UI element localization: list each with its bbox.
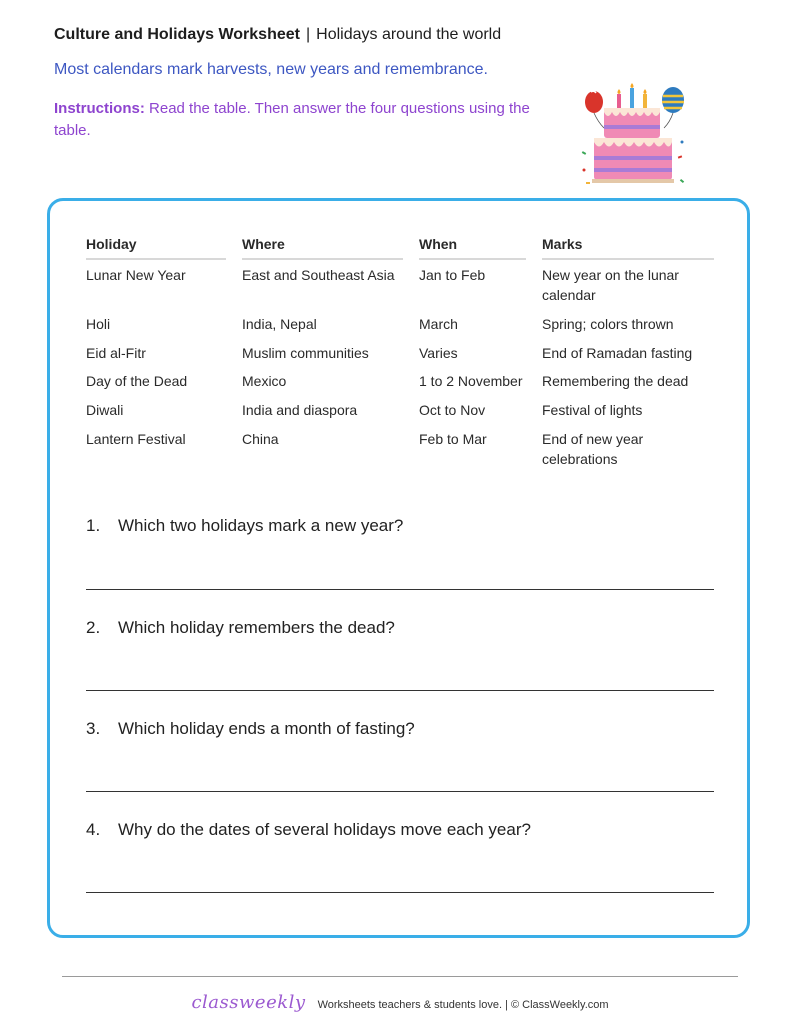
column-header-holiday: Holiday	[86, 236, 226, 260]
table-row	[86, 400, 714, 420]
table-cell: End of new year celebrations	[542, 431, 644, 467]
worksheet-header	[54, 26, 501, 44]
table-cell: East and Southeast Asia	[242, 267, 395, 283]
question-2	[86, 618, 395, 638]
table-cell: March	[419, 316, 458, 332]
table-row	[86, 314, 714, 334]
table-cell: Muslim communities	[242, 345, 369, 361]
table-cell: Diwali	[86, 402, 124, 418]
question-3	[86, 719, 415, 739]
question-text: Which two holidays mark a new year?	[118, 516, 404, 535]
table-cell: Day of the Dead	[86, 373, 188, 389]
table-cell: Jan to Feb	[419, 267, 486, 283]
footer-tagline: Worksheets teachers & students love. | © ClassWeekly.com	[317, 999, 609, 1011]
table-cell: India and diaspora	[242, 402, 358, 418]
classweekly-logo: classweekly	[191, 992, 306, 1013]
question-number: 3.	[86, 719, 101, 738]
question-number: 4.	[86, 820, 101, 839]
table-cell: Oct to Nov	[419, 402, 486, 418]
question-4	[86, 820, 531, 840]
footer-divider	[62, 976, 738, 977]
column-header-marks: Marks	[542, 236, 714, 260]
table-row	[86, 265, 714, 305]
holidays-table	[86, 236, 714, 469]
table-cell: Feb to Mar	[419, 431, 487, 447]
question-number: 2.	[86, 618, 101, 637]
table-cell: 1 to 2 November	[419, 373, 523, 389]
birthday-cake-with-balloons-icon	[578, 82, 690, 194]
table-cell: New year on the lunar calendar	[542, 267, 679, 303]
table-row	[86, 429, 714, 469]
table-cell: Varies	[419, 345, 458, 361]
column-header-where: Where	[242, 236, 403, 260]
question-text: Which holiday ends a month of fasting?	[118, 719, 415, 738]
table-cell: China	[242, 431, 279, 447]
answer-line-2[interactable]	[86, 690, 714, 691]
header-separator: |	[305, 26, 311, 43]
question-number: 1.	[86, 516, 101, 535]
table-cell: India, Nepal	[242, 316, 317, 332]
table-header-row	[86, 236, 714, 260]
answer-line-3[interactable]	[86, 791, 714, 792]
question-1	[86, 516, 403, 536]
table-cell: Lantern Festival	[86, 431, 186, 447]
question-text: Which holiday remembers the dead?	[118, 618, 395, 637]
worksheet-topic: Holidays around the world	[316, 26, 502, 43]
answer-line-4[interactable]	[86, 892, 714, 893]
table-cell: Holi	[86, 316, 111, 332]
table-cell: Eid al-Fitr	[86, 345, 146, 361]
table-cell: Mexico	[242, 373, 287, 389]
column-header-when: When	[419, 236, 526, 260]
answer-line-1[interactable]	[86, 589, 714, 590]
table-cell: Spring; colors thrown	[542, 316, 674, 332]
instructions	[54, 98, 534, 142]
worksheet-subtitle: Most calendars mark harvests, new years and remembrance.	[54, 61, 488, 78]
table-row	[86, 343, 714, 363]
table-cell: Lunar New Year	[86, 267, 186, 283]
table-cell: End of Ramadan fasting	[542, 345, 693, 361]
instructions-label: Instructions:	[54, 100, 145, 117]
table-cell: Festival of lights	[542, 402, 643, 418]
worksheet-title: Culture and Holidays Worksheet	[54, 26, 300, 43]
table-cell: Remembering the dead	[542, 373, 689, 389]
footer	[0, 992, 800, 1013]
question-text: Why do the dates of several holidays move each year?	[118, 820, 531, 839]
instructions-text: Read the table. Then answer the four questions using the table.	[54, 100, 530, 139]
table-row	[86, 371, 714, 391]
